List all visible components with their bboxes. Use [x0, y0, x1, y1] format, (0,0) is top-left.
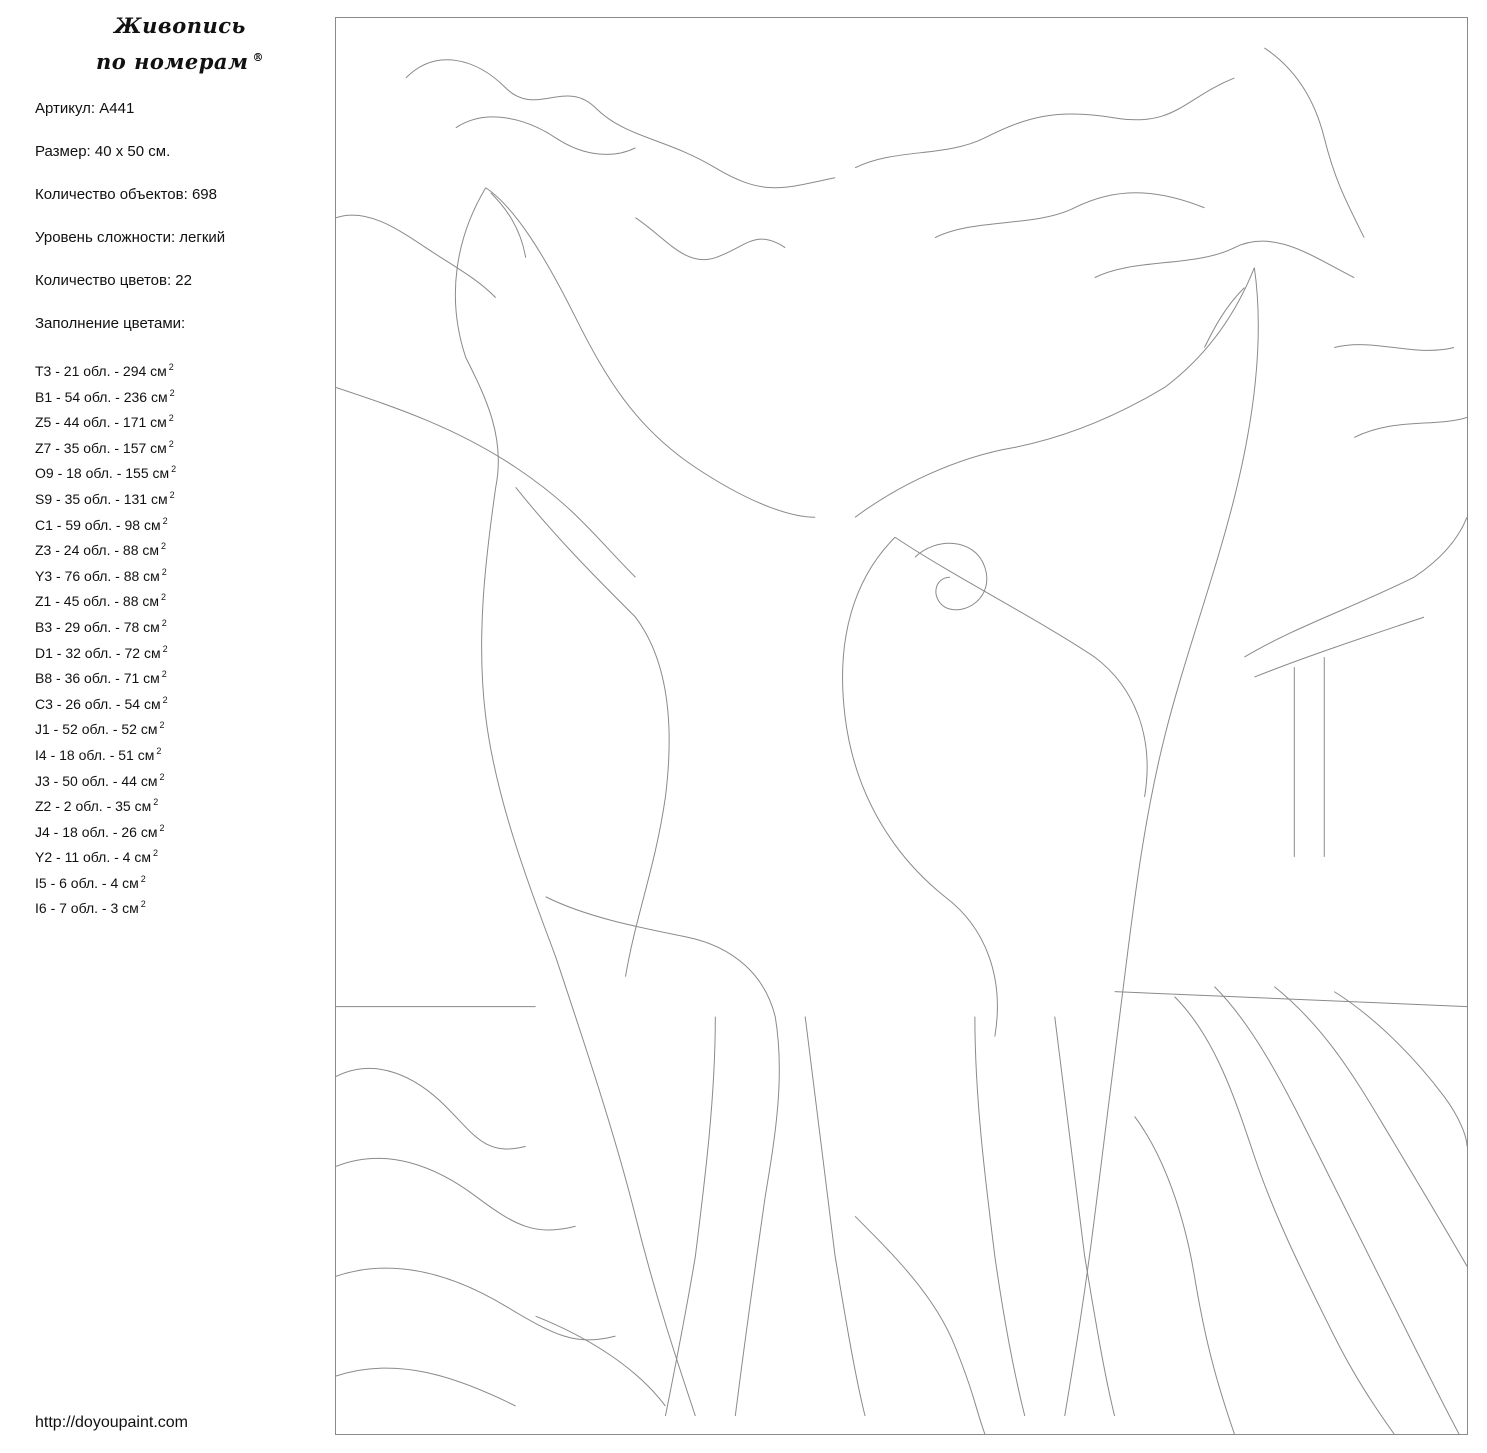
- lower-wave-line: [1334, 992, 1467, 1147]
- color-row-unit-sup: 2: [161, 592, 167, 603]
- color-row: [35, 869, 315, 895]
- website-url: http://doyoupaint.com: [35, 1414, 188, 1431]
- foliage-outline: [1095, 241, 1355, 278]
- color-row: [35, 690, 315, 716]
- color-row-text: J3 - 50 обл. - 44 см: [35, 772, 158, 789]
- lower-wave-line: [1175, 997, 1395, 1434]
- registered-mark: ®: [252, 51, 264, 64]
- color-row-text: Y2 - 11 обл. - 4 см: [35, 849, 151, 866]
- color-row: [35, 767, 315, 793]
- color-row-unit-sup: 2: [162, 643, 168, 654]
- right-cat-leg: [975, 1017, 1025, 1416]
- color-row: [35, 664, 315, 690]
- color-row-unit-sup: 2: [159, 771, 165, 782]
- lower-wave-line: [1135, 1116, 1235, 1434]
- color-row-unit-sup: 2: [161, 566, 167, 577]
- right-cat-leg: [1055, 1017, 1115, 1416]
- color-row-text: C1 - 59 обл. - 98 см: [35, 516, 161, 533]
- right-cat-ear: [1204, 288, 1244, 348]
- brand-line-2-text: по номерам: [96, 49, 249, 74]
- color-row-text: Z2 - 2 обл. - 35 см: [35, 798, 152, 815]
- lower-wave-line: [855, 1216, 985, 1434]
- foliage-outline: [336, 387, 635, 577]
- color-row-text: I6 - 7 обл. - 3 см: [35, 900, 139, 917]
- table-edge-line: [1115, 992, 1467, 1007]
- color-row-text: I5 - 6 обл. - 4 см: [35, 874, 139, 891]
- color-row-text: T3 - 21 обл. - 294 см: [35, 363, 167, 379]
- lower-wave-line: [336, 1068, 526, 1149]
- color-row: [35, 485, 315, 511]
- color-row-unit-sup: 2: [169, 387, 175, 398]
- color-row-unit-sup: 2: [159, 822, 165, 833]
- right-cat-tail-curl: [915, 543, 987, 609]
- color-row: [35, 587, 315, 613]
- left-cat-leg: [665, 1017, 715, 1416]
- lower-wave-line: [1274, 987, 1467, 1267]
- color-row: [35, 894, 315, 920]
- color-row: [35, 408, 315, 434]
- difficulty-level: Уровень сложности: легкий: [35, 229, 226, 246]
- brand-logo: [60, 10, 300, 78]
- color-row-text: B8 - 36 обл. - 71 см: [35, 670, 160, 687]
- color-row-unit-sup: 2: [140, 873, 146, 884]
- color-row-text: C3 - 26 обл. - 54 см: [35, 695, 161, 712]
- color-row-unit-sup: 2: [161, 617, 167, 628]
- color-row: [35, 741, 315, 767]
- lower-wave-line: [336, 1268, 616, 1340]
- color-row-text: Z1 - 45 обл. - 88 см: [35, 593, 160, 610]
- right-cat-outline: [1065, 268, 1259, 1416]
- color-row: [35, 383, 315, 409]
- color-row-text: J1 - 52 обл. - 52 см: [35, 721, 158, 738]
- fill-heading: Заполнение цветами:: [35, 315, 186, 332]
- lower-wave-line: [336, 1368, 516, 1406]
- branch-outline: [1294, 657, 1324, 857]
- color-row-unit-sup: 2: [168, 362, 174, 372]
- branch-outline: [1254, 617, 1424, 677]
- color-row-unit-sup: 2: [162, 515, 168, 526]
- foliage-outline: [855, 78, 1234, 168]
- color-row-unit-sup: 2: [168, 413, 174, 424]
- color-row-text: B3 - 29 обл. - 78 см: [35, 618, 160, 635]
- foliage-outline: [635, 218, 785, 260]
- foliage-outline: [1334, 345, 1454, 351]
- lower-wave-line: [536, 1316, 666, 1406]
- color-row: [35, 511, 315, 537]
- left-cat-outline: [486, 188, 815, 518]
- branch-outline: [1244, 517, 1467, 657]
- canvas-size: Размер: 40 х 50 см.: [35, 143, 171, 160]
- article-number: Артикул: A441: [35, 100, 135, 117]
- color-row-text: Z7 - 35 обл. - 157 см: [35, 439, 167, 456]
- color-row-unit-sup: 2: [168, 438, 174, 449]
- color-row-unit-sup: 2: [156, 745, 162, 756]
- objects-count: Количество объектов: 698: [35, 186, 217, 203]
- right-cat-outline: [855, 268, 1254, 518]
- right-cat-tail: [843, 537, 998, 1036]
- left-cat-outline: [455, 188, 695, 1416]
- foliage-outline: [456, 117, 636, 154]
- brand-line-1: Живопись: [114, 13, 246, 38]
- color-row-unit-sup: 2: [159, 720, 165, 731]
- color-row-text: O9 - 18 обл. - 155 см: [35, 465, 170, 482]
- color-row-unit-sup: 2: [152, 848, 158, 859]
- line-art-illustration: [336, 18, 1467, 1434]
- color-row-text: B1 - 54 обл. - 236 см: [35, 388, 168, 405]
- left-cat-outline: [516, 487, 669, 976]
- colors-count: Количество цветов: 22: [35, 272, 192, 289]
- lower-wave-line: [336, 1158, 576, 1230]
- color-row: [35, 639, 315, 665]
- color-row-text: I4 - 18 обл. - 51 см: [35, 746, 155, 763]
- left-cat-leg: [805, 1017, 865, 1416]
- color-row: [35, 818, 315, 844]
- color-row-unit-sup: 2: [153, 797, 159, 808]
- color-row-text: J4 - 18 обл. - 26 см: [35, 823, 158, 840]
- product-info: [35, 98, 315, 356]
- foliage-outline: [1264, 48, 1364, 238]
- color-row-unit-sup: 2: [171, 464, 177, 475]
- color-row-unit-sup: 2: [169, 489, 175, 500]
- color-row: [35, 434, 315, 460]
- brand-line-2: [60, 42, 300, 78]
- color-row-text: Z3 - 24 обл. - 88 см: [35, 542, 160, 559]
- color-row: [35, 536, 315, 562]
- color-row: [35, 792, 315, 818]
- color-row: [35, 459, 315, 485]
- right-cat-body: [895, 537, 1147, 797]
- color-row-text: S9 - 35 обл. - 131 см: [35, 490, 168, 507]
- lower-wave-line: [1214, 987, 1459, 1434]
- color-row-text: Z5 - 44 обл. - 171 см: [35, 414, 167, 431]
- color-row-unit-sup: 2: [161, 541, 167, 552]
- foliage-outline: [1354, 417, 1467, 437]
- color-fill-list: [35, 357, 315, 920]
- coloring-canvas: [335, 17, 1468, 1435]
- color-row: [35, 843, 315, 869]
- color-row-text: Y3 - 76 обл. - 88 см: [35, 567, 160, 584]
- color-row-unit-sup: 2: [162, 694, 168, 705]
- color-row-unit-sup: 2: [161, 669, 167, 680]
- foliage-outline: [406, 60, 835, 188]
- color-row: [35, 357, 315, 383]
- foliage-outline: [935, 193, 1205, 238]
- foliage-outline: [336, 215, 496, 298]
- color-row: [35, 613, 315, 639]
- left-cat-outline: [546, 897, 780, 1416]
- color-row: [35, 562, 315, 588]
- color-row: [35, 715, 315, 741]
- left-cat-ear: [491, 193, 526, 258]
- color-row-text: D1 - 32 обл. - 72 см: [35, 644, 161, 661]
- color-row-unit-sup: 2: [140, 899, 146, 910]
